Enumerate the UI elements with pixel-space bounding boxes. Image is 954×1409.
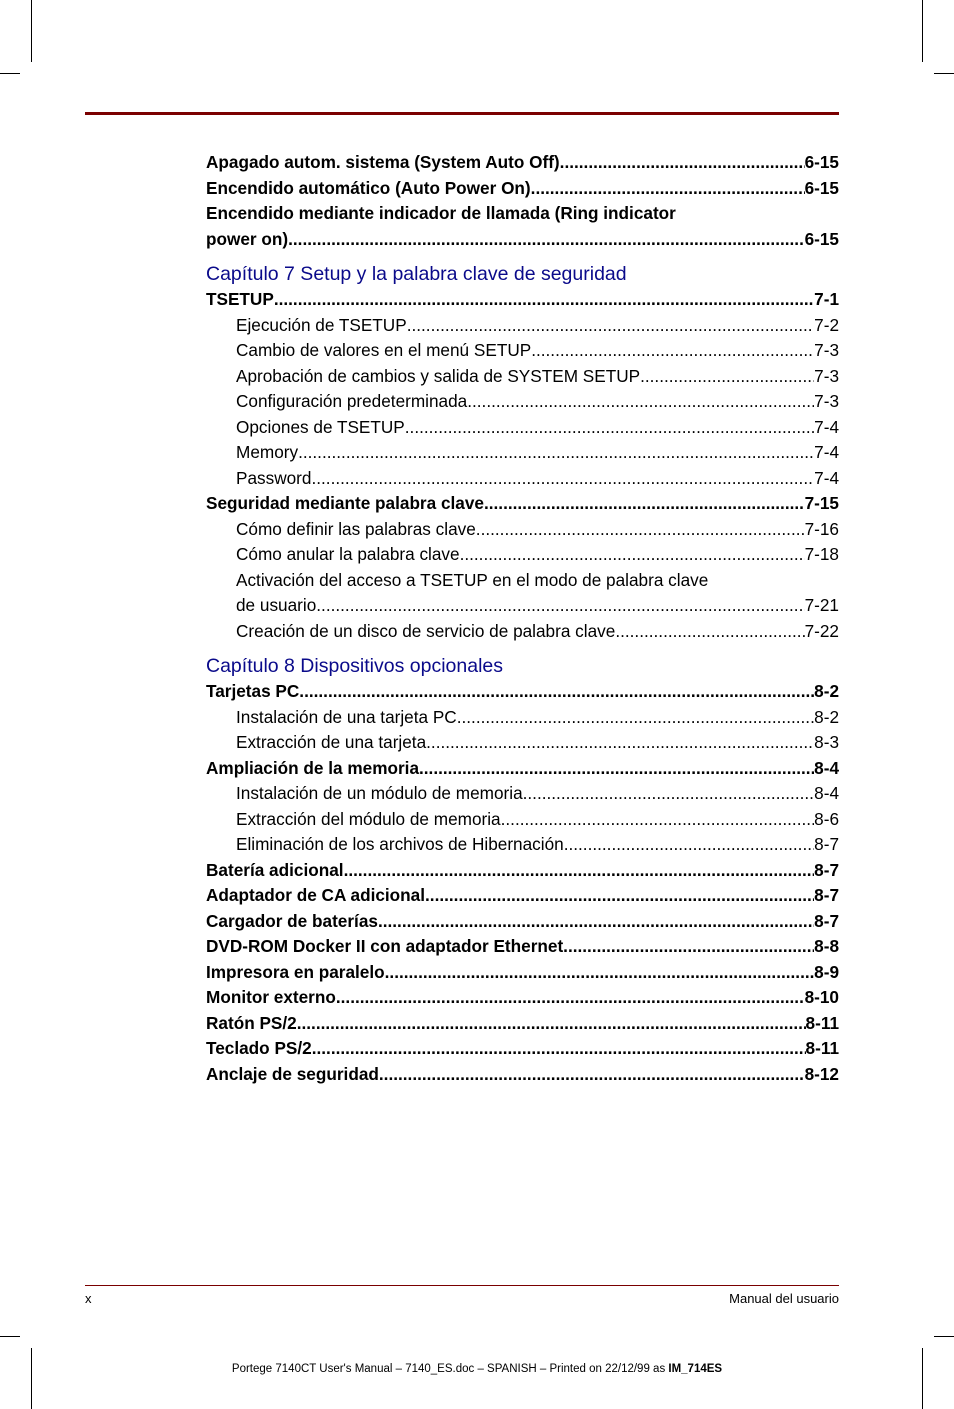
page-number: x: [85, 1291, 92, 1306]
toc-entry-label: Ejecución de TSETUP: [236, 314, 407, 335]
toc-entry[interactable]: [206, 491, 839, 517]
footer-rule: [85, 1285, 839, 1286]
toc-entry-label: Ampliación de la memoria: [206, 757, 419, 778]
dot-leader: [385, 960, 815, 986]
chapter-heading: Capítulo 7 Setup y la palabra clave de seguridad: [206, 263, 627, 285]
manual-title: Manual del usuario: [729, 1291, 839, 1306]
toc-entry[interactable]: [206, 201, 839, 252]
toc-entry-page: 8-2: [814, 681, 839, 701]
toc-entry-label: Apagado autom. sistema (System Auto Off): [206, 152, 560, 172]
toc-entry-label: DVD-ROM Docker II con adaptador Ethernet: [206, 936, 564, 956]
toc-entry-label-line1: Encendido mediante indicador de llamada (Ring indicator: [206, 203, 676, 223]
toc-subentry[interactable]: [206, 313, 839, 339]
toc-entry-label: Cambio de valores en el menú SETUP: [236, 340, 532, 360]
dot-leader: [501, 807, 815, 833]
toc-entry-page: 8-11: [805, 1012, 839, 1033]
toc-subentry[interactable]: [206, 619, 839, 645]
toc-entry[interactable]: [206, 1011, 839, 1037]
dot-leader: [560, 150, 805, 176]
toc-entry[interactable]: [206, 1036, 839, 1062]
dot-leader: [426, 730, 814, 756]
toc-entry-label: Extracción del módulo de memoria: [236, 808, 501, 829]
toc-subentry[interactable]: [206, 705, 839, 731]
toc-entry-page: 8-9: [814, 961, 839, 982]
dot-leader: [316, 593, 804, 619]
toc-entry-label: Ratón PS/2: [206, 1012, 297, 1033]
toc-entry-page: 8-7: [814, 910, 839, 931]
toc-subentry[interactable]: [206, 440, 839, 466]
toc-entry-page: 7-4: [814, 442, 839, 462]
toc-entry-page: 7-3: [814, 365, 839, 386]
toc-entry-label: Configuración predeterminada: [236, 391, 468, 411]
toc-entry-page: 6-15: [804, 152, 839, 172]
toc-entry[interactable]: [206, 858, 839, 884]
toc-subentry[interactable]: [206, 542, 839, 568]
toc-entry-label: Cómo anular la palabra clave: [236, 544, 460, 564]
toc-entry-page: 7-4: [814, 467, 839, 488]
toc-entry-page: 8-10: [804, 987, 839, 1007]
dot-leader: [523, 781, 815, 807]
dot-leader: [531, 338, 814, 364]
dot-leader: [311, 466, 814, 492]
dot-leader: [405, 415, 814, 441]
toc-entry-page: 7-22: [804, 620, 839, 641]
toc-entry-label: Impresora en paralelo: [206, 961, 385, 982]
dot-leader: [336, 985, 805, 1011]
toc-entry-label: TSETUP: [206, 289, 274, 309]
toc-entry[interactable]: [206, 176, 839, 202]
toc-entry-label: Eliminación de los archivos de Hibernación: [236, 834, 564, 854]
toc-entry-page: 7-15: [804, 493, 839, 513]
dot-leader: [299, 679, 814, 705]
toc-entry-page: 8-7: [814, 885, 839, 905]
toc-entry-label: Anclaje de seguridad: [206, 1063, 379, 1084]
dot-leader: [419, 756, 814, 782]
toc-entry-page: 8-7: [814, 834, 839, 854]
toc-entry-page: 7-3: [814, 391, 839, 411]
toc-entry[interactable]: [206, 985, 839, 1011]
toc-entry-page: 8-3: [814, 732, 839, 752]
dot-leader: [344, 858, 815, 884]
toc-entry-page: 6-15: [804, 228, 839, 249]
toc-entry-page: 7-3: [814, 340, 839, 360]
crop-mark: [922, 1348, 923, 1409]
toc-entry-label: Batería adicional: [206, 859, 344, 880]
toc-entry-label: Password: [236, 467, 312, 488]
toc-subentry[interactable]: [206, 415, 839, 441]
toc-subentry[interactable]: [206, 807, 839, 833]
toc-entry-label: Encendido automático (Auto Power On): [206, 177, 531, 198]
toc-subentry[interactable]: [206, 389, 839, 415]
toc-entry-page: 7-2: [814, 314, 839, 335]
dot-leader: [312, 1036, 806, 1062]
toc-entry-page: 7-21: [804, 595, 839, 615]
toc-entry-page: 7-4: [814, 416, 839, 437]
toc-entry[interactable]: [206, 960, 839, 986]
toc-entry-label: Aprobación de cambios y salida de SYSTEM SETUP: [236, 365, 641, 386]
toc-entry-page: 8-11: [805, 1038, 839, 1058]
toc-entry-page: 7-18: [804, 544, 839, 564]
toc-entry-line2: [236, 593, 839, 619]
crop-mark: [31, 0, 32, 62]
dot-leader: [531, 176, 805, 202]
toc-entry[interactable]: [206, 287, 839, 313]
toc-entry[interactable]: [206, 934, 839, 960]
toc-entry-page: 6-15: [804, 177, 839, 198]
print-info-code: IM_714ES: [668, 1363, 723, 1375]
toc-entry-label: Opciones de TSETUP: [236, 416, 405, 437]
toc-entry-label: Creación de un disco de servicio de palabra clave: [236, 620, 616, 641]
toc-entry-line2: [206, 227, 839, 253]
toc-entry-label: Cómo definir las palabras clave: [236, 518, 476, 539]
toc-entry-page: 8-4: [814, 783, 839, 803]
print-info-text: Portege 7140CT User's Manual – 7140_ES.doc – SPANISH – Printed on 22/12/99 as: [231, 1363, 669, 1375]
toc-subentry[interactable]: [206, 730, 839, 756]
crop-mark: [31, 1348, 32, 1409]
toc-entry-label: Adaptador de CA adicional: [206, 885, 426, 905]
toc-entry-label: Tarjetas PC: [206, 681, 300, 701]
crop-mark: [0, 1336, 20, 1337]
dot-leader: [378, 909, 814, 935]
dot-leader: [484, 491, 805, 517]
toc-entry[interactable]: [206, 883, 839, 909]
dot-leader: [476, 517, 805, 543]
toc-entry[interactable]: [206, 1062, 839, 1088]
toc-entry-label: Cargador de baterías: [206, 910, 378, 931]
toc-subentry[interactable]: [206, 364, 839, 390]
toc-entry-page: 8-8: [814, 936, 839, 956]
toc-subentry[interactable]: [206, 338, 839, 364]
toc-entry-label: Extracción de una tarjeta: [236, 732, 427, 752]
toc-entry-label: Instalación de un módulo de memoria: [236, 783, 523, 803]
toc-entry[interactable]: [206, 756, 839, 782]
toc-entry[interactable]: [206, 909, 839, 935]
crop-mark: [922, 0, 923, 62]
toc-entry-label: de usuario: [236, 595, 317, 615]
toc-entry-page: 7-1: [814, 289, 839, 309]
toc-entry-label: Monitor externo: [206, 987, 336, 1007]
dot-leader: [640, 364, 814, 390]
toc-subentry[interactable]: [206, 781, 839, 807]
dot-leader: [564, 832, 814, 858]
toc-subentry[interactable]: [206, 466, 839, 492]
crop-mark: [934, 1336, 954, 1337]
dot-leader: [460, 542, 805, 568]
toc-entry-page: 7-16: [804, 518, 839, 539]
toc-entry-page: 8-4: [814, 757, 839, 778]
toc-entry-label: Seguridad mediante palabra clave: [206, 493, 484, 513]
chapter-heading: Capítulo 8 Dispositivos opcionales: [206, 655, 503, 677]
toc-entry-label: Memory: [236, 442, 299, 462]
header-rule: [85, 112, 839, 115]
dot-leader: [425, 883, 814, 909]
dot-leader: [467, 389, 814, 415]
toc-entry[interactable]: [206, 150, 839, 176]
toc-entry-label: power on): [206, 228, 289, 249]
toc-entry-label: Teclado PS/2: [206, 1038, 312, 1058]
toc-subentry[interactable]: [206, 517, 839, 543]
crop-mark: [0, 73, 20, 74]
toc-subentry[interactable]: [206, 832, 839, 858]
toc-entry-page: 8-7: [814, 859, 839, 880]
dot-leader: [407, 313, 814, 339]
dot-leader: [298, 440, 814, 466]
dot-leader: [274, 287, 814, 313]
dot-leader: [379, 1062, 805, 1088]
toc-entry-page: 8-6: [814, 808, 839, 829]
dot-leader: [297, 1011, 806, 1037]
dot-leader: [615, 619, 804, 645]
toc-entry-page: 8-2: [814, 706, 839, 727]
dot-leader: [288, 227, 804, 253]
toc-subentry[interactable]: [206, 568, 839, 619]
print-info: [0, 1363, 954, 1375]
toc-entry[interactable]: [206, 679, 839, 705]
table-of-contents: [206, 150, 839, 1087]
dot-leader: [457, 705, 814, 731]
toc-entry-page: 8-12: [804, 1063, 839, 1084]
toc-entry-label-line1: Activación del acceso a TSETUP en el modo de palabra clave: [236, 569, 709, 590]
toc-entry-label: Instalación de una tarjeta PC: [236, 706, 457, 727]
crop-mark: [934, 73, 954, 74]
dot-leader: [563, 934, 814, 960]
